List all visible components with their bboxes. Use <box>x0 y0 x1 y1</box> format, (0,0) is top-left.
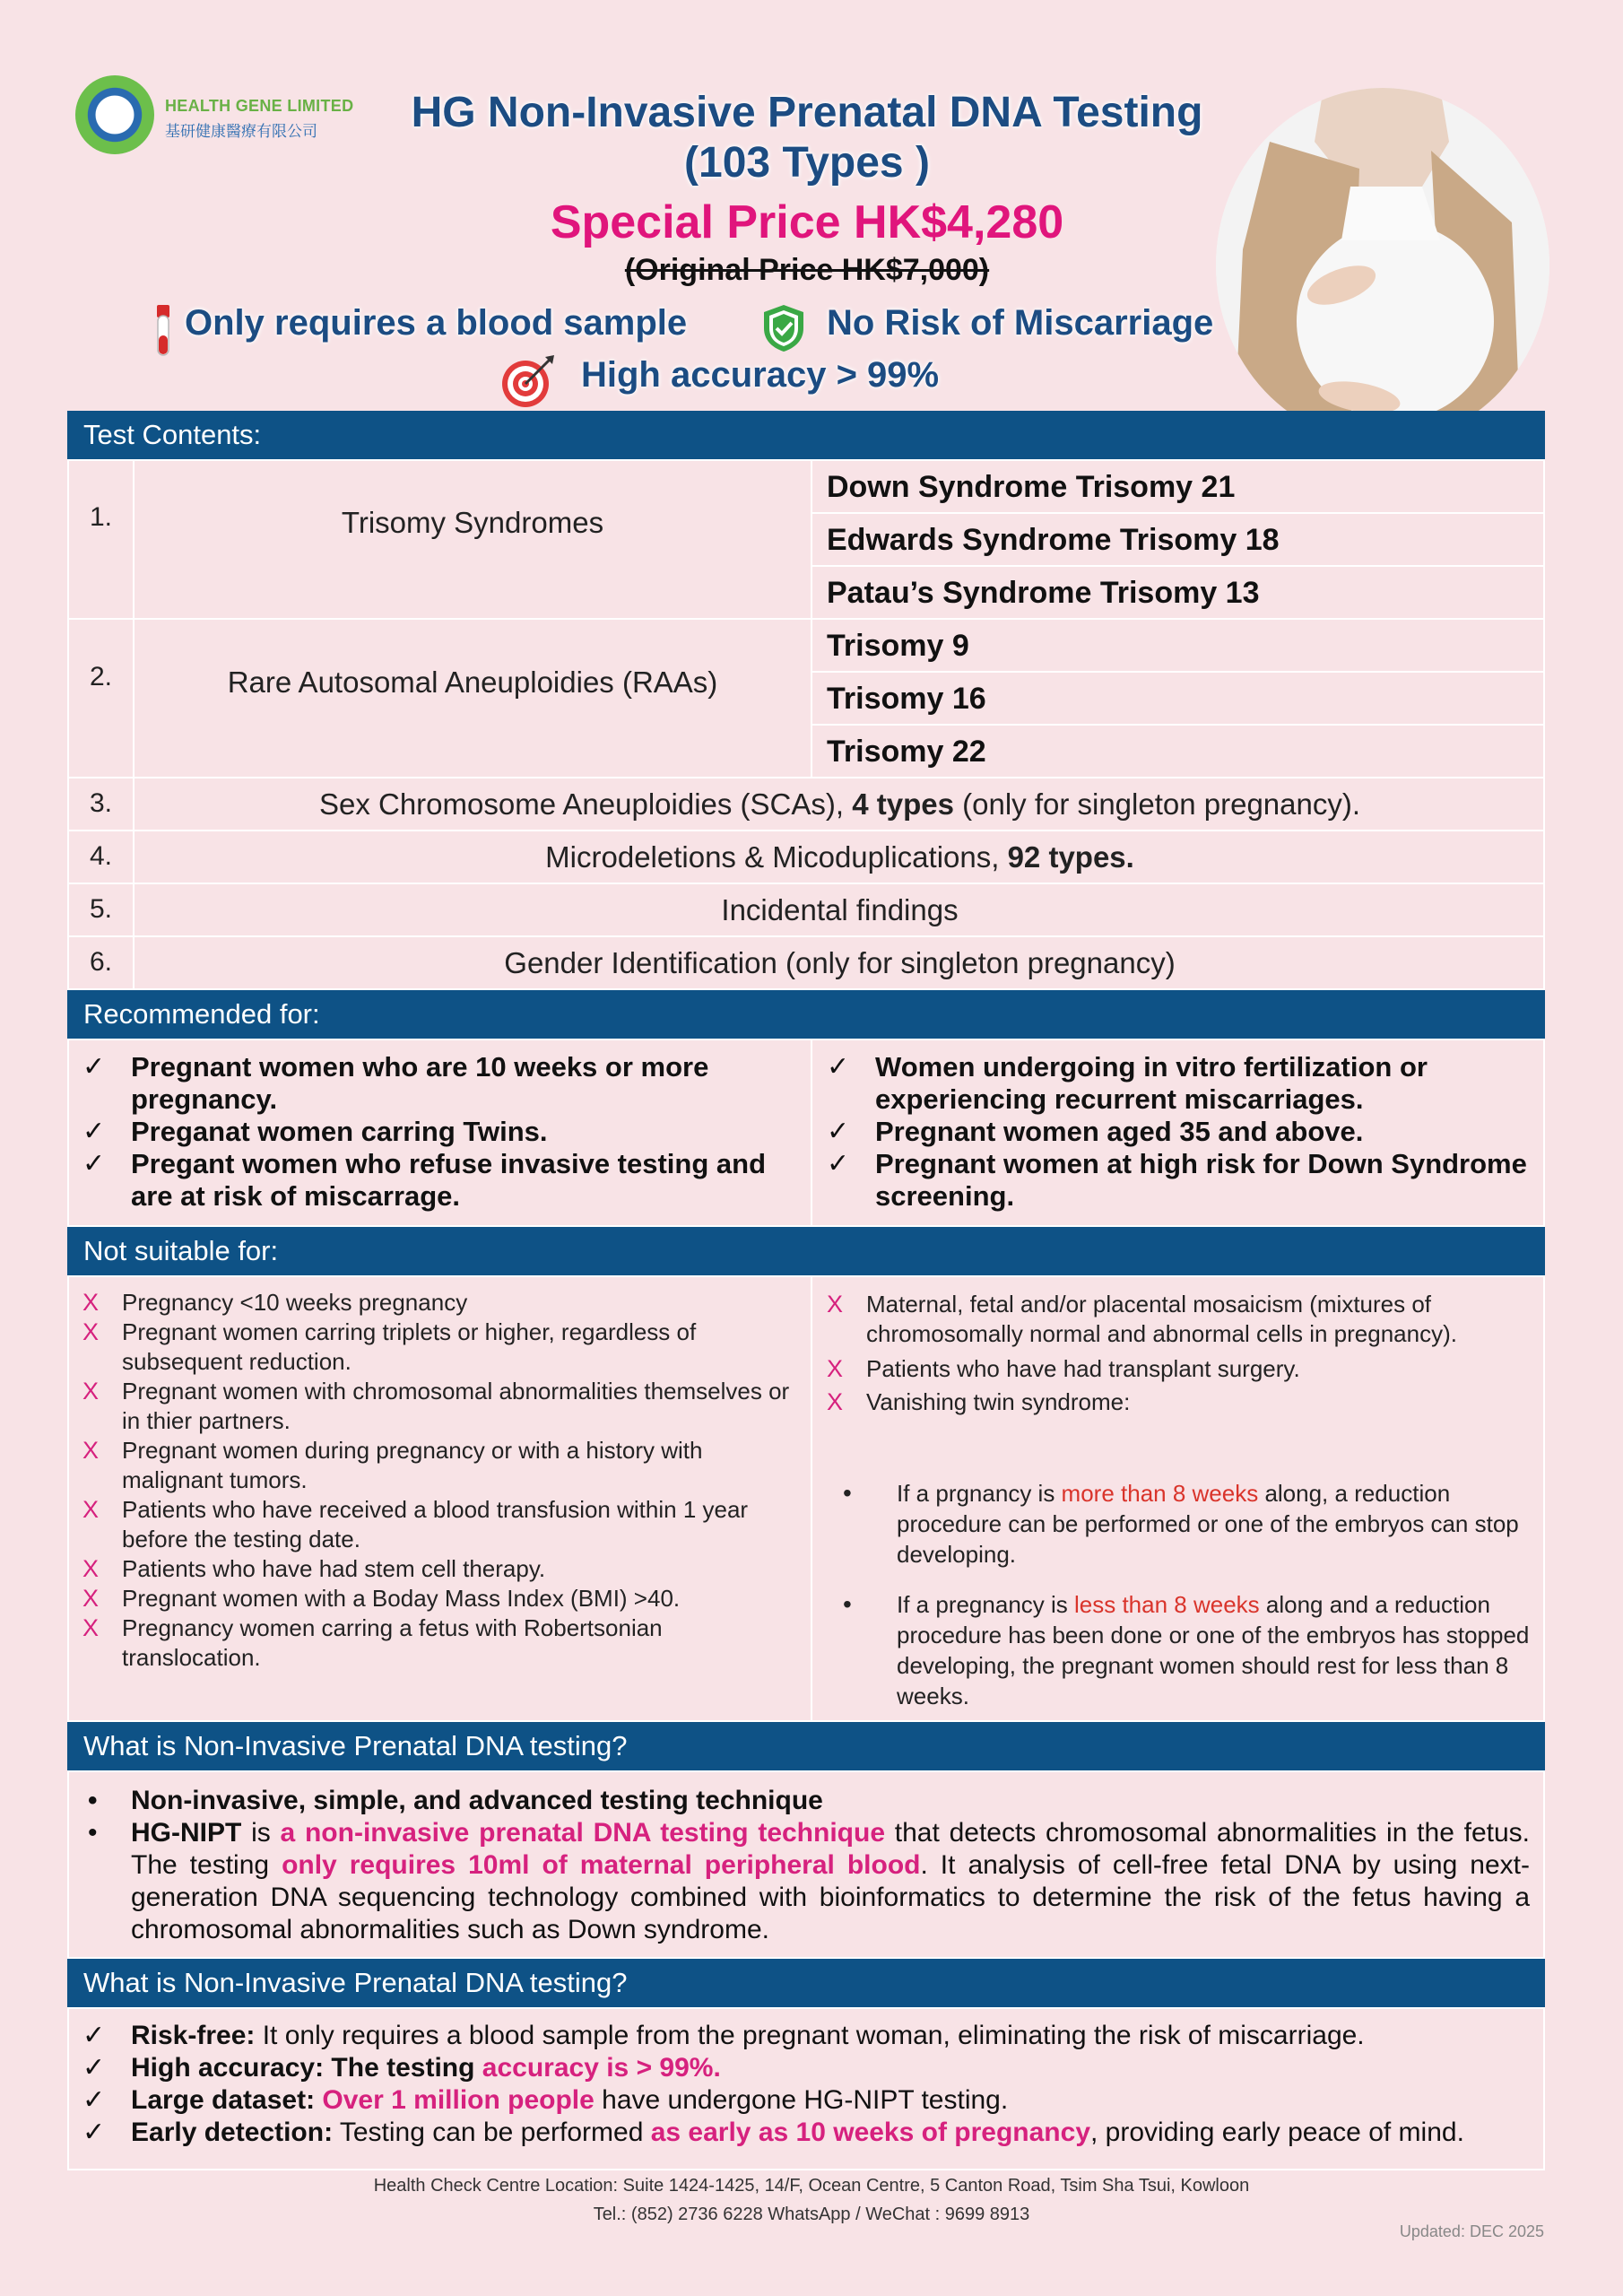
list-item: ✓ Pregnant women aged 35 and above. <box>827 1116 1535 1148</box>
test-category-incidental: Incidental findings <box>721 893 959 926</box>
what-is-list <box>82 1785 1530 1946</box>
blood-tube-icon <box>154 305 172 359</box>
section-header-what-is: What is Non-Invasive Prenatal DNA testing? <box>67 1722 1545 1770</box>
recommended-left-list <box>82 1051 800 1213</box>
list-item: X Pregnancy women carring a fetus with Robertsonian translocation. <box>82 1613 791 1673</box>
row-number: 3. <box>90 788 113 818</box>
test-item: Down Syndrome Trisomy 21 <box>827 470 1236 504</box>
test-category-raa: Rare Autosomal Aneuploidies (RAAs) <box>227 665 718 699</box>
list-item: X Pregnant women with chromosomal abnormalities themselves or in thier partners. <box>82 1377 791 1436</box>
test-category-sca: Sex Chromosome Aneuploidies (SCAs), 4 types (only for singleton pregnancy). <box>318 787 1361 821</box>
test-item: Patau’s Syndrome Trisomy 13 <box>827 576 1260 610</box>
list-item: ✓ High accuracy: The testing accuracy is > 99%. <box>82 2052 1535 2084</box>
test-item: Edwards Syndrome Trisomy 18 <box>827 523 1280 557</box>
updated-date: Updated: DEC 2025 <box>1399 2222 1544 2240</box>
vanishing-twin-details <box>843 1478 1533 1731</box>
list-item: X Pregnant women carring triplets or higher, regardless of subsequent reduction. <box>82 1318 791 1377</box>
feature-no-risk: No Risk of Miscarriage <box>827 303 1214 343</box>
list-item: ✓ Women undergoing in vitro fertilization or experiencing recurrent miscarriages. <box>827 1051 1535 1116</box>
feature-accuracy: High accuracy > 99% <box>581 355 940 395</box>
feature-blood-sample: Only requires a blood sample <box>185 303 688 343</box>
footer-location: Health Check Centre Location: Suite 1424-1425, 14/F, Ocean Centre, 5 Canton Road, Tsim Sha Tsui, Kowloon <box>373 2176 1250 2196</box>
pregnant-woman-photo <box>1216 88 1549 443</box>
list-item: X Pregnant women with a Boday Mass Index (BMI) >40. <box>82 1584 791 1613</box>
list-item: X Maternal, fetal and/or placental mosaicism (mixtures of chromosomally normal and abnormal cells in pregnancy). <box>827 1290 1526 1349</box>
title-line-1: HG Non-Invasive Prenatal DNA Testing <box>411 89 1203 136</box>
list-item: X Patients who have received a blood transfusion within 1 year before the testing date. <box>82 1495 791 1554</box>
list-item: X Patients who have had stem cell therapy. <box>82 1554 791 1584</box>
list-item: • If a pregnancy is less than 8 weeks along and a reduction procedure has been done or one of the embryos has stopped developing, the pregnant women should rest for less than 8 weeks. <box>843 1589 1533 1711</box>
list-item: • If a prgnancy is more than 8 weeks along, a reduction procedure can be performed or one of the embryos can stop developing. <box>843 1478 1533 1570</box>
section-header-benefits: What is Non-Invasive Prenatal DNA testing? <box>67 1959 1545 2007</box>
list-item-vanishing-twin: X Vanishing twin syndrome: <box>827 1387 1526 1417</box>
pregnant-woman-illustration <box>1216 88 1549 443</box>
list-item: ✓ Pregnant women at high risk for Down Syndrome screening. <box>827 1148 1535 1213</box>
test-item: Trisomy 9 <box>827 629 969 663</box>
row-number: 1. <box>90 502 113 532</box>
dna-logo-icon <box>75 75 154 154</box>
recommended-right-list <box>827 1051 1535 1213</box>
test-category-microdeletions: Microdeletions & Micoduplications, 92 types. <box>545 840 1134 874</box>
list-item: ✓ Pregnant women who are 10 weeks or more pregnancy. <box>82 1051 800 1116</box>
original-price: (Original Price HK$7,000) <box>624 253 990 287</box>
list-item: ✓ Preganat women carring Twins. <box>82 1116 800 1148</box>
row-number: 5. <box>90 894 113 924</box>
row-number: 4. <box>90 841 113 871</box>
list-item: • Non-invasive, simple, and advanced testing technique <box>82 1785 1530 1817</box>
section-header-recommended: Recommended for: <box>67 990 1545 1039</box>
footer-contact: Tel.: (852) 2736 6228 WhatsApp / WeChat : 9699 8913 <box>593 2205 1030 2224</box>
not-suitable-left-list <box>82 1288 791 1673</box>
test-category-trisomy: Trisomy Syndromes <box>341 506 604 539</box>
list-item: ✓ Pregant women who refuse invasive testing and are at risk of miscarrage. <box>82 1148 800 1213</box>
test-item: Trisomy 16 <box>827 682 986 716</box>
row-number: 6. <box>90 947 113 977</box>
list-item: X Pregnant women during pregnancy or with a history with malignant tumors. <box>82 1436 791 1495</box>
special-price: Special Price HK$4,280 <box>550 196 1064 248</box>
row-number: 2. <box>90 662 113 691</box>
section-header-test-contents: Test Contents: <box>67 411 1545 459</box>
title-line-2: (103 Types ) <box>684 139 930 187</box>
target-icon <box>500 353 556 409</box>
logo-name-zh: 基研健康醫療有限公司 <box>165 123 317 140</box>
list-item: X Patients who have had transplant surgery. <box>827 1354 1526 1384</box>
not-suitable-right-list <box>827 1290 1526 1417</box>
logo-name-en: HEALTH GENE LIMITED <box>165 97 354 115</box>
test-category-gender: Gender Identification (only for singleton pregnancy) <box>504 946 1176 979</box>
list-item: ✓ Early detection: Testing can be performed as early as 10 weeks of pregnancy, providing early peace of mind. <box>82 2117 1535 2149</box>
list-item: X Pregnancy <10 weeks pregnancy <box>82 1288 791 1318</box>
list-item: • HG-NIPT is a non-invasive prenatal DNA testing technique that detects chromosomal abnormalities in the fetus. The testing only requires 10ml of maternal peripheral blood. It analysis of cell-free fetal DNA by using next-generation DNA sequencing technology combined with bioinformatics to determine the risk of the fetus having a chromosomal abnormalities such as Down syndrome. <box>82 1817 1530 1946</box>
company-logo <box>75 75 371 161</box>
benefits-list <box>82 2020 1535 2149</box>
list-item: ✓ Risk-free: It only requires a blood sample from the pregnant woman, eliminating the risk of miscarriage. <box>82 2020 1535 2052</box>
page-title <box>341 88 1273 188</box>
list-item: ✓ Large dataset: Over 1 million people have undergone HG-NIPT testing. <box>82 2084 1535 2117</box>
shield-check-icon <box>760 303 807 353</box>
section-header-not-suitable: Not suitable for: <box>67 1227 1545 1275</box>
test-item: Trisomy 22 <box>827 735 986 769</box>
